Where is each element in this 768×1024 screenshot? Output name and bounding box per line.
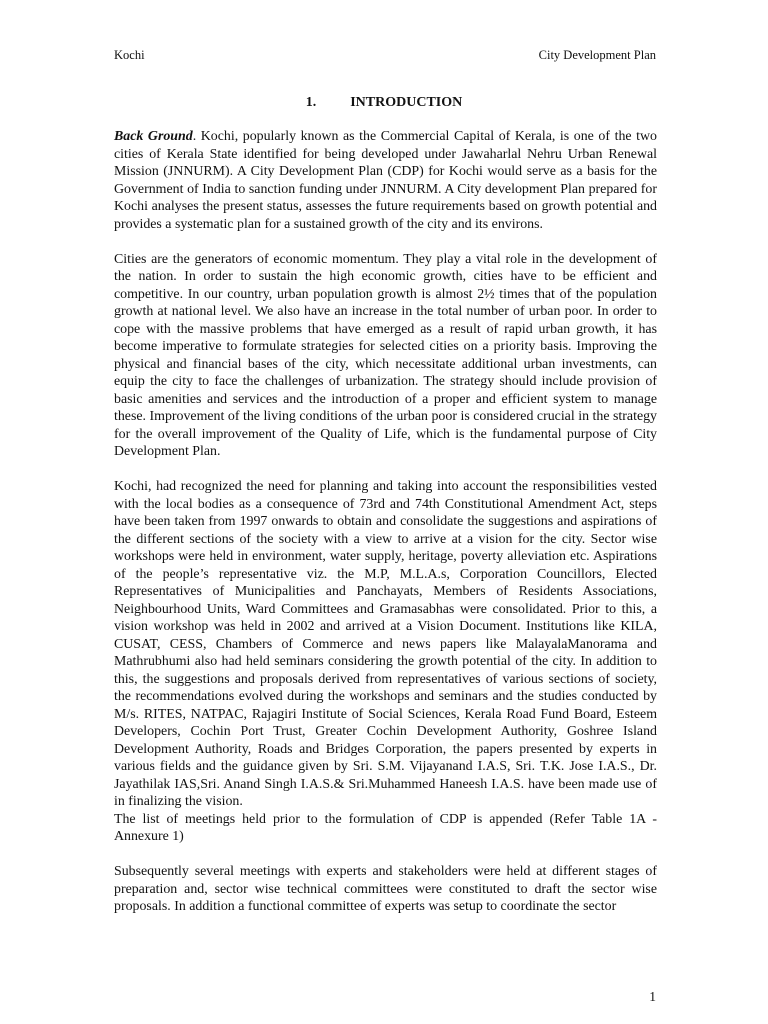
paragraph-lead-in: Back Ground xyxy=(114,129,193,144)
section-number: 1. xyxy=(305,95,317,110)
paragraph-background xyxy=(114,128,657,233)
running-header xyxy=(114,47,656,63)
paragraph-committees: Subsequently several meetings with experts and stakeholders were held at different stages of preparation and, sector wise technical committees were constituted to draft the sector wise proposals. In addition a functional committee of experts was setup to coordinate the sector xyxy=(114,864,657,914)
paragraph-kochi-planning: Kochi, had recognized the need for planning and taking into account the responsibilities vested with the local bodies as a consequence of 73rd and 74th Constitutional Amendment Act, steps have been taken from 1997 onwards to obtain and consolidate the suggestions and aspirations of the different sections of the society with a view to arrive at a vision for the city. Sector wise workshops were held in environment, water supply, heritage, poverty alleviation etc. Aspirations of the people’s representative viz. the M.P, M.L.A.s, Corporation Councillors, Elected Representatives of Municipalities and Panchayats, Members of Residents Associations, Neighbourhood Units, Ward Committees and Gramasabhas were consolidated. Prior to this, a vision workshop was held in 2002 and arrived at a Vision Document. Institutions like KILA, CUSAT, CESS, Chambers of Commerce and news papers like MalayalaManorama and Mathrubhumi also had held seminars considering the growth potential of the city. In addition to this, the suggestions and proposals derived from representatives of various sections of society, the recommendations evolved during the workshops and seminars and the studies conducted by M/s. RITES, NATPAC, Rajagiri Institute of Social Sciences, Kerala Road Fund Board, Esteem Developers, Cochin Port Trust, Greater Cochin Development Authority, Goshree Island Development Authority, Roads and Bridges Corporation, the papers presented by experts in various fields and the guidance given by Sri. S.M. Vijayanand I.A.S, Sri. T.K. Jose I.A.S., Dr. Jayathilak IAS,Sri. Anand Singh I.A.S.& Sri.Muhammed Haneesh I.A.S. have been made use of in finalizing the vision. xyxy=(114,479,657,809)
paragraph-background-text: . Kochi, popularly known as the Commercial Capital of Kerala, is one of the two cities of Kerala State identified for being developed under Jawaharlal Nehru Urban Renewal Mission (JNNURM). A City Development Plan (CDP) for Kochi would serve as a basis for the Government of India to sanction funding under JNNURM. A City development Plan prepared for Kochi analyses the present status, assesses the future requirements based on growth potential and provides a systematic plan for a sustained growth of the city and its environs. xyxy=(114,129,657,232)
section-title: INTRODUCTION xyxy=(350,95,463,110)
body-text xyxy=(114,128,657,916)
header-city: Kochi xyxy=(114,48,145,62)
section-heading xyxy=(0,94,768,112)
paragraph-meetings-list: The list of meetings held prior to the formulation of CDP is appended (Refer Table 1A - Annexure 1) xyxy=(114,811,657,844)
paragraph-cities: Cities are the generators of economic momentum. They play a vital role in the development of the nation. In order to sustain the high economic growth, cities have to be efficient and competitive. In our country, urban population growth is almost 2½ times that of the population growth at national level. We also have an increase in the total number of urban poor. In order to cope with the massive problems that have emerged as a result of rapid urban growth, it has become imperative to formulate strategies for selected cities on a priority basis. Improving the physical and financial bases of the city, which necessitate additional urban investments, can equip the city to face the challenges of urbanization. The strategy should include provision of basic amenities and services and the introduction of a proper and efficient system to manage these. Improvement of the living conditions of the urban poor is considered crucial in the strategy for the overall improvement of the Quality of Life, which is the fundamental purpose of City Development Plan. xyxy=(114,251,657,459)
header-document-title: City Development Plan xyxy=(538,48,656,62)
page-number: 1 xyxy=(649,989,656,1004)
